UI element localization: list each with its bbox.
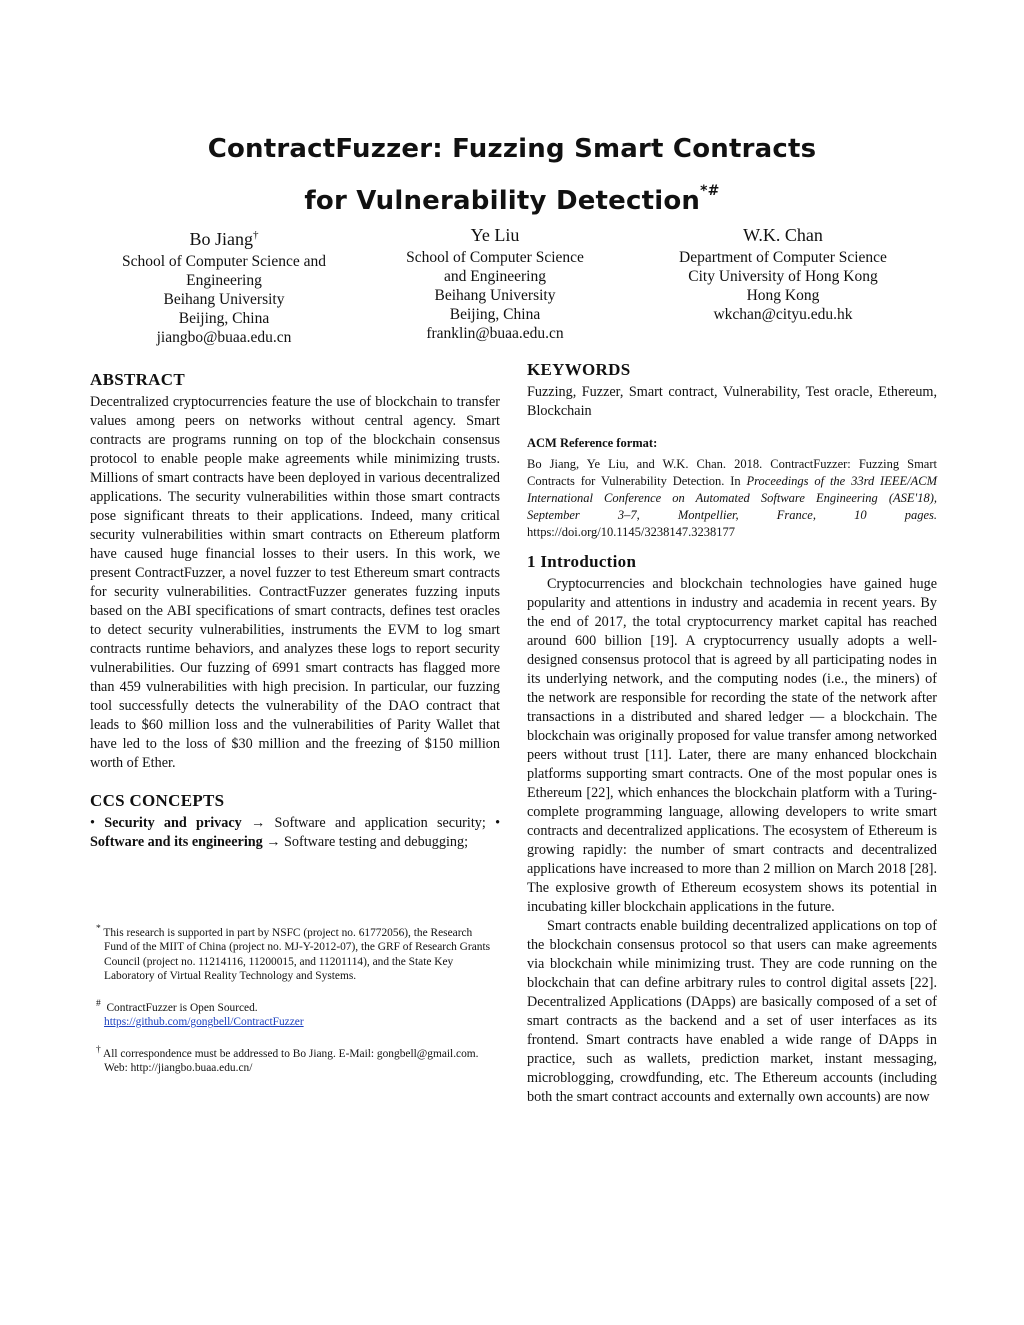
left-column: [90, 370, 500, 852]
right-column: [527, 360, 937, 1107]
ccs-text: • Security and privacy → Software and application security; • Software and its engineering → Software testing and debugging;: [90, 815, 501, 850]
author-affiliation-line: School of Computer Science: [406, 249, 584, 266]
keywords-heading: KEYWORDS: [527, 360, 631, 379]
author-affiliation-line: Hong Kong: [746, 287, 820, 304]
author-affiliation-line: Beijing, China: [178, 310, 270, 327]
title-line-2-text: for Vulnerability Detection: [304, 186, 701, 216]
keywords-text: Fuzzing, Fuzzer, Smart contract, Vulnerability, Test oracle, Ethereum, Blockchain: [527, 384, 937, 419]
title-footnote-marks: *#: [700, 183, 720, 199]
author-email: wkchan@cityu.edu.hk: [713, 306, 853, 323]
author-name: Bo Jiang†: [189, 229, 259, 249]
footnote-funding: * This research is supported in part by NSFC (project no. 61772056), the Research Fund of the MIIT of China (project no. MJ-Y-2012-07), the GRF of Research Grants Council (project no. 11214116, 11200015, and 11201114), and the State Key Laboratory of Virtual Reality Technology and Systems.: [96, 924, 491, 983]
ccs-concept-software: Software and its engineering: [90, 834, 263, 850]
author-name: Ye Liu: [470, 225, 520, 245]
footnote-correspondence: † All correspondence must be addressed to Bo Jiang. E-Mail: gongbell@gmail.com. Web: http://jiangbo.buaa.edu.cn/: [96, 1044, 479, 1074]
author-affiliation-line: Beihang University: [434, 287, 556, 304]
author-affiliation-line: Beihang University: [163, 291, 285, 308]
author-mark: †: [253, 229, 259, 241]
acm-ref-text: Bo Jiang, Ye Liu, and W.K. Chan. 2018. ContractFuzzer: Fuzzing Smart Contracts for Vulnerability Detection. In Proceedings of the 33rd IEEE/ACM International Conference on Automated Software Engineering (ASE'18), September 3–7, Montpellier, France, 10 pages. https://doi.org/10.1145/3238147.3238177: [527, 457, 937, 539]
author-name: W.K. Chan: [743, 225, 823, 245]
abstract-heading: ABSTRACT: [90, 370, 185, 389]
footnotes: [96, 922, 496, 1075]
author-affiliation-line: Beijing, China: [449, 306, 541, 323]
paper-title: [0, 128, 1024, 222]
intro-paragraph-1: Cryptocurrencies and blockchain technologies have gained huge popularity and attentions in industry and academia in recent years. By the end of 2017, the total cryptocurrency market capital has reached around 600 billion [19]. A cryptocurrency usually adopts a well-designed consensus protocol that is agreed by all participating nodes in its underlying network, and the computing nodes (i.e., the miners) of the network are responsible for recording the state of the network after transactions in a distributed and shared ledger — a blockchain. The blockchain was originally proposed for value transfer among networked peers without trust [11]. Later, there are many enhanced blockchain platforms supporting smart contracts. One of the most popular ones is Ethereum [22], which enhances the blockchain platform with a Turing-complete programming language, allowing developers to write smart contracts and decentralized applications. The ecosystem of Ethereum is growing rapidly: the number of smart contracts and decentralized applications have increased to more than 2 million on March 2018 [28]. The explosive growth of Ethereum ecosystem shows its potential in incubating killer blockchain applications in the future.: [527, 576, 937, 915]
author-affiliation-line: Department of Computer Science: [679, 249, 887, 266]
author-block-3: [663, 223, 903, 324]
title-line-2: [0, 170, 1024, 222]
author-block-2: [375, 223, 615, 343]
ccs-arrow: →: [251, 815, 266, 831]
author-block-1: [104, 223, 344, 347]
github-link[interactable]: https://github.com/gongbell/ContractFuzzer: [104, 1016, 304, 1029]
author-affiliation-line: and Engineering: [443, 268, 546, 285]
author-email: franklin@buaa.edu.cn: [426, 325, 564, 342]
intro-heading: 1 Introduction: [527, 552, 637, 571]
title-line-1: ContractFuzzer: Fuzzing Smart Contracts: [207, 134, 817, 164]
ccs-heading: CCS CONCEPTS: [90, 791, 225, 810]
ccs-concept-security: Security and privacy: [104, 815, 242, 831]
abstract-text: Decentralized cryptocurrencies feature the use of blockchain to transfer values among peers on networks without central agency. Smart contracts are programs running on top of the blockchain consensus protocol to enable people make agreements while minimizing trusts. Millions of smart contracts have been deployed in various decentralized applications. The security vulnerabilities within those smart contracts pose significant threats to their applications. Indeed, many critical security vulnerabilities within smart contracts on Ethereum platform have caused huge financial losses to their users. In this work, we present ContractFuzzer, a novel fuzzer to test Ethereum smart contracts for security vulnerabilities. ContractFuzzer generates fuzzing inputs based on the ABI specifications of smart contracts, defines test oracles to detect security vulnerabilities, instruments the EVM to log smart contracts runtime behaviors, and analyzes these logs to report security vulnerabilities. Our fuzzing of 6991 smart contracts has flagged more than 459 vulnerabilities with high precision. In particular, our fuzzing tool successfully detects the vulnerability of the DAO contract that leads to $60 million loss and the vulnerabilities of Parity Wallet that have led to the loss of $30 million and the freezing of $150 million worth of Ether.: [90, 394, 500, 771]
author-affiliation-line: Engineering: [186, 272, 262, 289]
author-email: jiangbo@buaa.edu.cn: [156, 329, 292, 346]
intro-paragraph-2: Smart contracts enable building decentralized applications on top of the blockchain consensus protocol so that users can make agreements via blockchain while minimizing trust. They are code running on the blockchain that can define arbitrary rules to control digital assets [22]. Decentralized Applications (DApps) are basically composed of a set of smart contracts as the backend and a set of user interfaces as its frontend. Smart contracts have enabled a wide range of DApps in practice, such as wallets, prediction market, instant messaging, microblogging, crowdfunding, etc. The Ethereum accounts (including both the smart contract accounts and externally own accounts) are now: [527, 918, 937, 1105]
ccs-arrow: →: [266, 834, 281, 850]
footnote-open-source: # ContractFuzzer is Open Sourced. https://github.com/gongbell/ContractFuzzer: [96, 998, 304, 1029]
author-affiliation-line: School of Computer Science and: [121, 253, 327, 270]
acm-doi: https://doi.org/10.1145/3238147.3238177: [527, 525, 735, 539]
acm-ref-heading: ACM Reference format:: [527, 436, 658, 450]
author-affiliation-line: City University of Hong Kong: [688, 268, 878, 285]
